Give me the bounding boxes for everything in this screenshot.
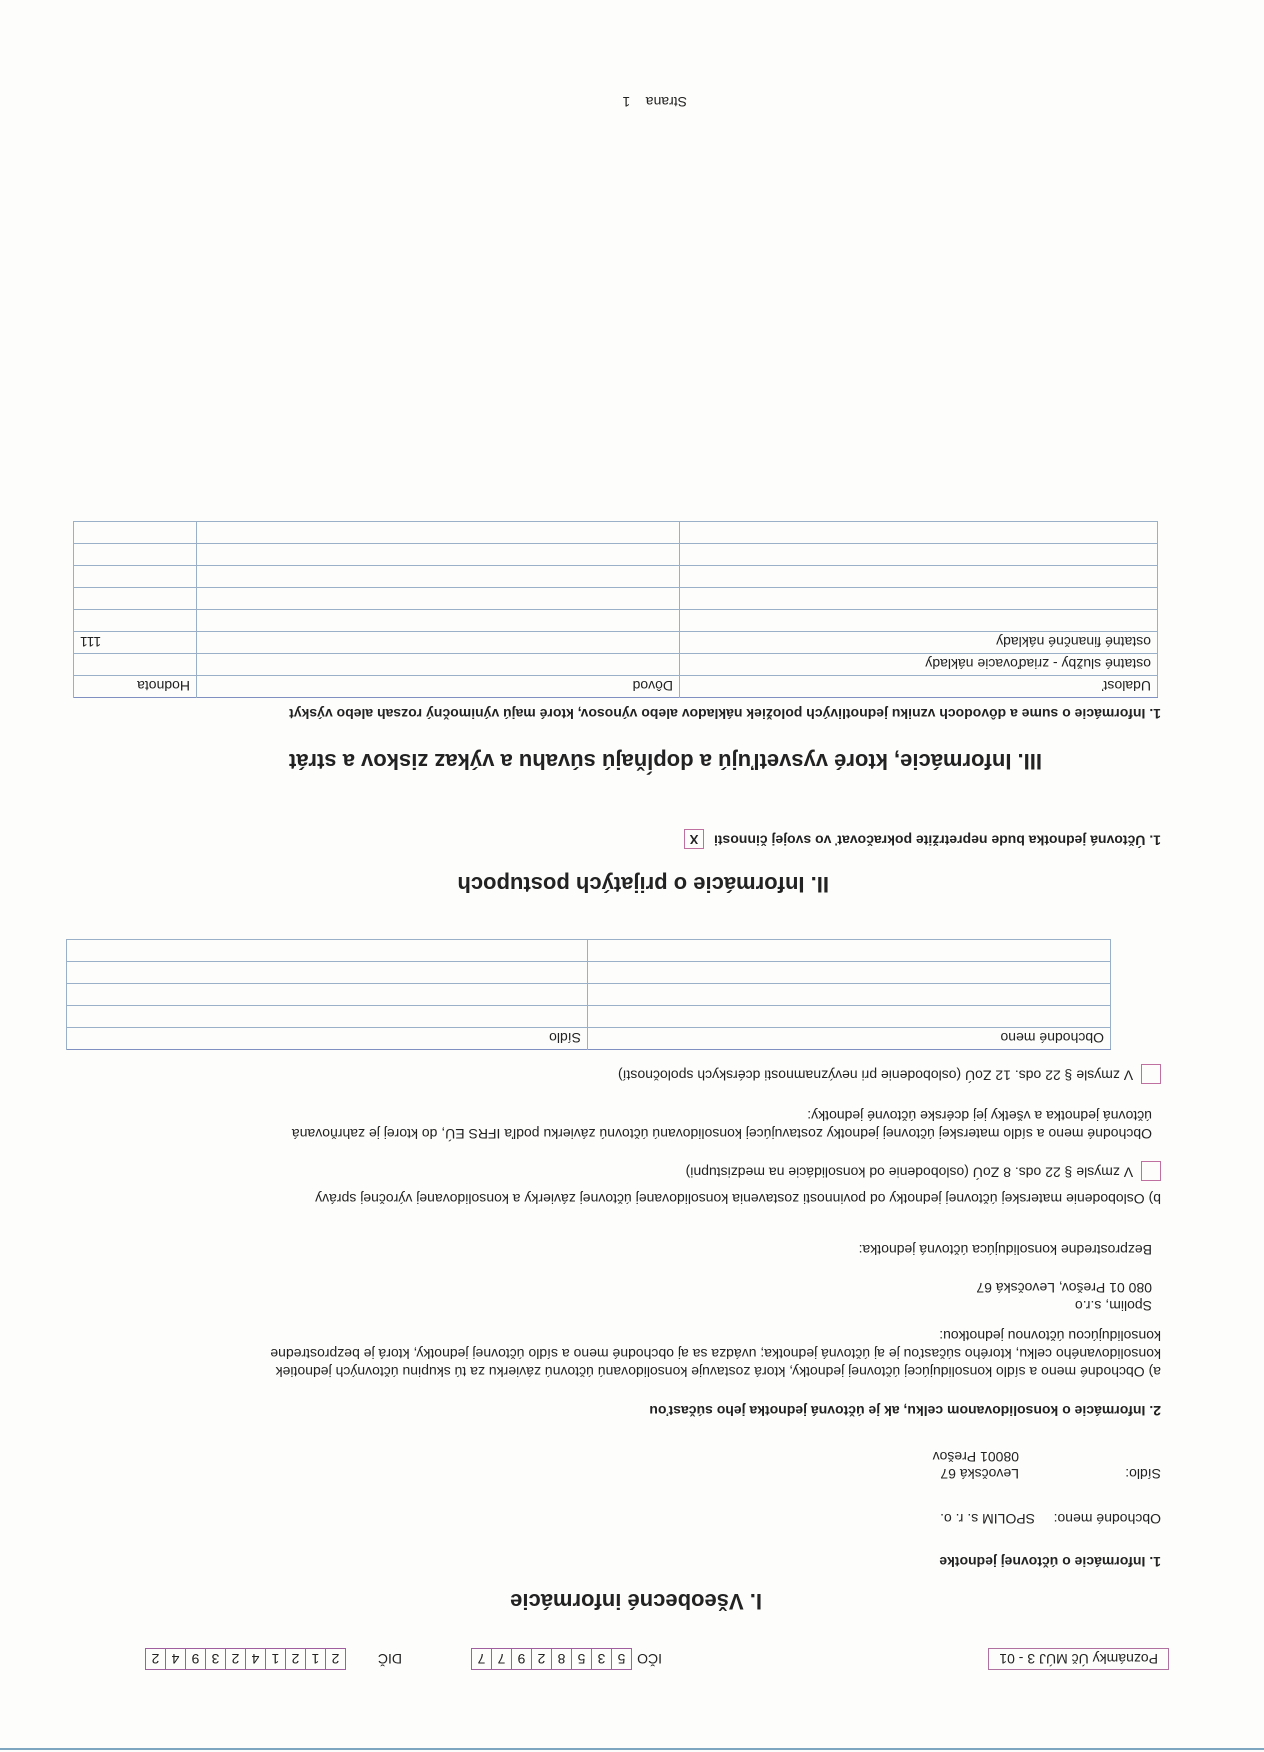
dic-digit: 2 [325,1648,346,1670]
seat-line2: 08001 Prešov [932,1449,1019,1465]
table-cell [74,522,197,544]
scan-edge-line [0,1748,1264,1750]
table-cell-value: 111 [74,632,197,654]
dic-digit: 9 [185,1648,205,1670]
table-cell [680,566,1158,588]
a-text-line2: konsolidovaného celku, ktorého súčasťou je aj účtovná jednotka; uvádza sa aj obchodné meno a sídlo účtovnej jednotky, ktorá je bezprostredne [270,1346,1161,1362]
table-cell [588,940,1111,962]
table-cell [588,1006,1111,1028]
dic-digit: 4 [165,1648,185,1670]
parent-name: Spolim, s.r.o [1074,1298,1152,1314]
name-label: Obchodné meno: [1053,1511,1161,1527]
section2-item1-label: 1. Účtovná jednotka bude nepretržite pokračovať vo svojej činnosti [713,832,1161,849]
b-check1-row [686,1161,1161,1181]
section3-title: III. Informácie, ktoré vysvetľujú a dopĺňajú súvahu a výkaz ziskov a strát [288,749,1042,774]
table-cell [74,588,197,610]
ico-label: IČO [637,1651,662,1667]
b-check1-label: V zmysle § 22 ods. 8 ZoÚ (oslobodenie od konsolidácie na medzistupni) [685,1164,1134,1181]
page-label: Strana [645,94,687,110]
b-text-line2: Obchodné meno a sídlo materskej účtovnej jednotky zostavujúcej konsolidovanú účtovnú závierku podľa IFRS EÚ, do ktorej je zahrňovaná [291,1126,1152,1142]
dic-digit: 2 [145,1648,165,1670]
table-cell [197,588,680,610]
ico-digits [471,1648,632,1670]
table-cell [67,1006,588,1028]
ico-digit: 5 [611,1648,632,1670]
dic-label: DIČ [377,1651,402,1667]
table-header-reason: Dôvod [197,676,680,698]
b-text-line3: účtovná jednotka a všetky jej dcérske účtovné jednotky: [807,1108,1152,1124]
ico-digit: 7 [491,1648,511,1670]
going-concern-checkbox[interactable]: X [684,829,704,849]
dic-digit: 2 [285,1648,305,1670]
ico-digit: 5 [571,1648,591,1670]
table-cell [74,610,197,632]
seat-label: Sídlo: [1125,1466,1161,1482]
table-cell [197,610,680,632]
table-cell [197,544,680,566]
section2-title: II. Informácie o prijatých postupoch [457,872,829,897]
seat-line1: Levočská 67 [940,1466,1019,1482]
table-cell [588,984,1111,1006]
table-header-event: Udalosť [680,676,1158,698]
table-cell [74,544,197,566]
sub1-title: 1. Informácie o účtovnej jednotke [939,1554,1161,1570]
table-cell [680,544,1158,566]
table-cell-reason [197,654,680,676]
table-cell-event: ostatné služby - zriaďovacie náklady [680,654,1158,676]
name-value: SPOLIM s. r. o. [940,1511,1035,1527]
table-cell [67,984,588,1006]
dic-digit: 4 [245,1648,265,1670]
form-label: Poznámky Úč MÚJ 3 - 01 [988,1648,1169,1670]
table-cell [74,566,197,588]
table-cell [680,588,1158,610]
table-cell [588,962,1111,984]
sub2-title: 2. Informácie o konsolidovanom celku, ak je účtovná jednotka jeho súčasťou [649,1403,1161,1419]
table-header-value: Hodnota [74,676,197,698]
dic-digit: 1 [265,1648,285,1670]
table-cell [197,566,680,588]
direct-consolidating-label: Bezprostredne konsolidujúca účtovná jednotka: [858,1242,1152,1258]
parent-address: 080 01 Prešov, Levočská 67 [976,1280,1152,1296]
parent-entity-table [66,939,1111,1050]
dic-digits [145,1648,346,1670]
dic-digit: 3 [205,1648,225,1670]
a-text-line3: konsolidujúcou účtovnou jednotkou: [939,1328,1161,1344]
b-check2-row [618,1064,1161,1084]
dic-digit: 1 [305,1648,325,1670]
table-cell [680,610,1158,632]
insignificance-exemption-checkbox[interactable] [1141,1064,1161,1084]
page-number [622,94,687,110]
ico-digit: 8 [551,1648,571,1670]
a-text-line1: a) Obchodné meno a sídlo konsolidujúcej účtovnej jednotky, ktorá zostavuje konsolidovanú účtovnú závierku za tú skupinu účtovných jednotiek [275,1364,1161,1380]
table-header-seat: Sídlo [67,1028,588,1050]
ico-digit: 7 [471,1648,491,1670]
ico-digit: 9 [511,1648,531,1670]
table-cell [680,522,1158,544]
section3-item1: 1. Informácie o sume a dôvodoch vzniku jednotlivých položiek nákladov alebo výnosov, ktoré majú výnimočný rozsah alebo výskyt [289,706,1161,722]
table-cell [67,940,588,962]
table-cell [67,962,588,984]
table-cell-value [74,654,197,676]
ico-digit: 3 [591,1648,611,1670]
table-cell-event: ostatné finančné náklady [680,632,1158,654]
table-header-name: Obchodné meno [588,1028,1111,1050]
b-text: b) Oslobodenie materskej účtovnej jednotky od povinnosti zostavenia konsolidovanej účtovnej závierky a konsolidovanej výročnej správy [315,1191,1161,1207]
consolidation-exemption-checkbox[interactable] [1141,1161,1161,1181]
section2-item1 [684,829,1161,849]
ico-digit: 2 [531,1648,551,1670]
page-number-value: 1 [622,94,631,110]
section1-title: I. Všeobecné informácie [510,1589,762,1614]
table-cell [197,522,680,544]
table-cell-reason [197,632,680,654]
extraordinary-items-table [73,521,1158,698]
dic-digit: 2 [225,1648,245,1670]
b-check2-label: V zmysle § 22 ods. 12 ZoÚ (oslobodenie pri nevýznamnosti dcérskych spoločností) [617,1067,1134,1084]
